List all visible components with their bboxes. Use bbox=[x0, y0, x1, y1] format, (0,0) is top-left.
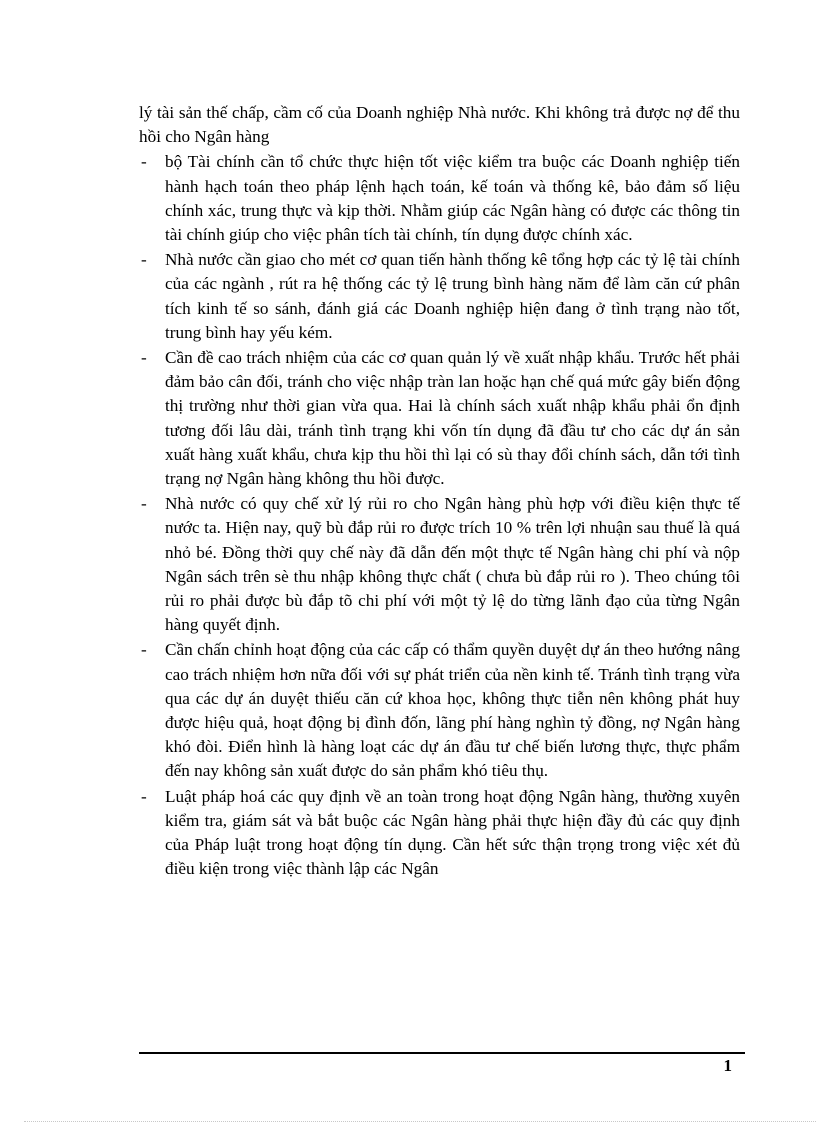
bullet-item bbox=[139, 492, 740, 637]
bullet-item bbox=[139, 150, 740, 247]
bullet-dash: - bbox=[141, 494, 147, 514]
bullet-dash: - bbox=[141, 786, 147, 806]
bullet-item bbox=[139, 785, 740, 882]
opening-paragraph: lý tài sản thế chấp, cầm cố của Doanh nghiệp Nhà nước. Khi không trả được nợ để thu hồi cho Ngân hàng bbox=[139, 103, 740, 147]
bullet-text: Cần đề cao trách nhiệm của các cơ quan quản lý về xuất nhập khẩu. Trước hết phải đảm bảo cân đối, tránh cho việc nhập tràn lan hoặc hạn chế quá mức gây biến động thị trường như thời gian vừa qua. Hai là chính sách xuất nhập khẩu phải ổn định tương đối lâu dài, tránh tình trạng khi vốn tín dụng đã đầu tư cho các dự án sản xuất hàng xuất khẩu, chưa kịp thu hồi thì lại có sù thay đổi chính sách, dẫn tới tình trạng nợ Ngân hàng không thu hồi được. bbox=[165, 348, 740, 489]
bullet-text: Nhà nước có quy chế xử lý rủi ro cho Ngân hàng phù hợp với điều kiện thực tế nước ta. Hiện nay, quỹ bù đắp rủi ro được trích 10 % trên lợi nhuận sau thuế là quá nhỏ bé. Đồng thời quy chế này đã dẫn đến một thực tế Ngân hàng chi phí và nộp Ngân sách trên sè thu nhập không thực chất ( chưa bù đắp rủi ro ). Theo chúng tôi rủi ro phải được bù đắp tõ chi phí với một tỷ lệ do từng lãnh đạo của từng Ngân hàng quyết định. bbox=[165, 494, 740, 635]
bullet-item bbox=[139, 248, 740, 345]
bullet-text: bộ Tài chính cần tổ chức thực hiện tốt việc kiểm tra buộc các Doanh nghiệp tiến hành hạch toán theo pháp lệnh hạch toán, kế toán và thống kê, bảo đảm số liệu chính xác, trung thực và kịp thời. Nhằm giúp các Ngân hàng có được các thông tin tài chính giúp cho việc phân tích tài chính, tín dụng được chính xác. bbox=[165, 152, 740, 245]
bullet-text: Cần chấn chỉnh hoạt động của các cấp có thẩm quyền duyệt dự án theo hướng nâng cao trách nhiệm hơn nữa đối với sự phát triển của nền kinh tế. Tránh tình trạng vừa qua các dự án duyệt thiếu căn cứ khoa học, không thực tiễn nên không phát huy được hiệu quả, hoạt động bị đình đốn, lãng phí hàng nghìn tỷ đồng, nợ Ngân hàng khó đòi. Điển hình là hàng loạt các dự án đầu tư chế biến lương thực, thực phẩm đến nay không sản xuất được do sản phẩm khó tiêu thụ. bbox=[165, 640, 740, 781]
bullet-item bbox=[139, 346, 740, 491]
document-body bbox=[139, 101, 740, 882]
bullet-dash: - bbox=[141, 250, 147, 270]
bullet-text: Luật pháp hoá các quy định về an toàn trong hoạt động Ngân hàng, thường xuyên kiểm tra, giám sát và bắt buộc các Ngân hàng phải thực hiện đầy đủ các quy định của Pháp luật trong hoạt động tín dụng. Cần hết sức thận trọng trong việc xét đủ điều kiện trong việc thành lập các Ngân bbox=[165, 786, 740, 879]
footer-divider bbox=[139, 1052, 745, 1054]
page-edge-divider bbox=[24, 1121, 816, 1122]
bullet-text: Nhà nước cần giao cho mét cơ quan tiến hành thống kê tổng hợp các tỷ lệ tài chính của các ngành , rút ra hệ thống các tỷ lệ trung bình hàng năm để làm căn cứ phân tích kinh tế so sánh, đánh giá các Doanh nghiệp hiện đang ở tình trạng nào tốt, trung bình hay yếu kém. bbox=[165, 250, 740, 342]
page-number: 1 bbox=[723, 1056, 732, 1075]
bullet-dash: - bbox=[141, 348, 147, 368]
bullet-item bbox=[139, 638, 740, 783]
bullet-dash: - bbox=[141, 640, 147, 660]
bullet-dash: - bbox=[141, 152, 147, 172]
